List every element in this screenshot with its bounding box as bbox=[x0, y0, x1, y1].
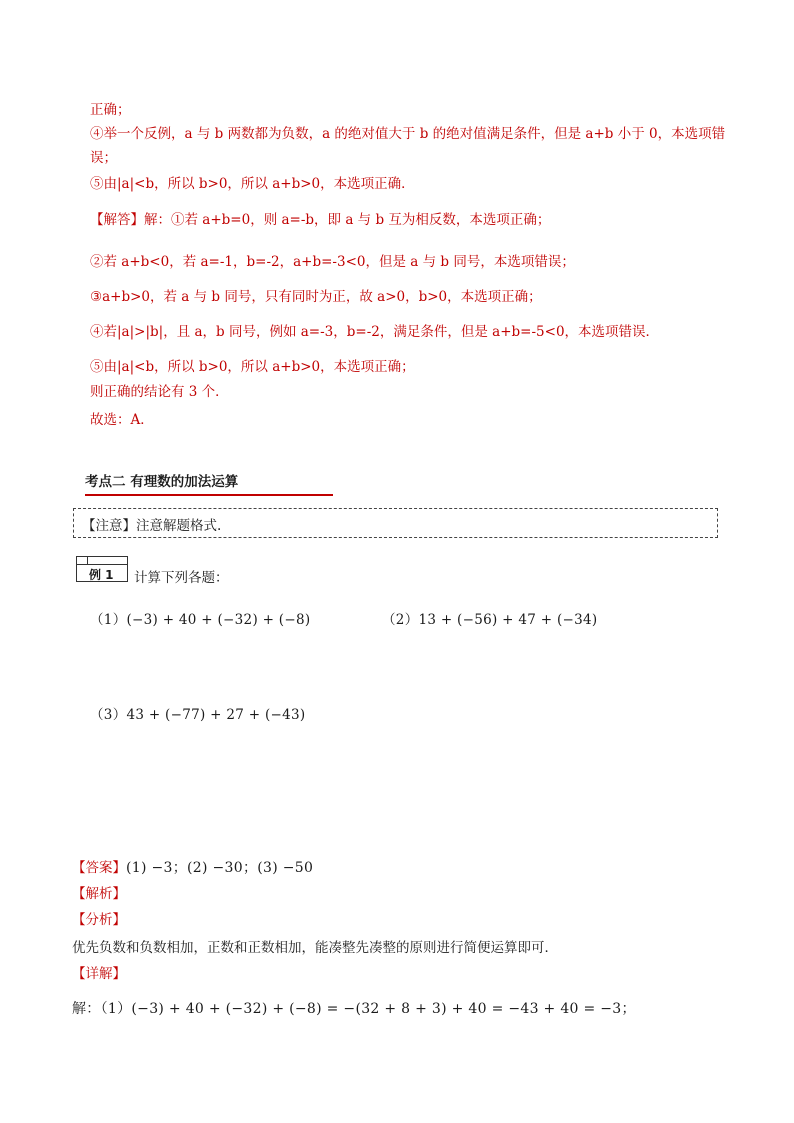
tag-divider-vertical bbox=[87, 557, 88, 564]
fenxi-text: 优先负数和负数相加，正数和正数相加，能凑整先凑整的原则进行简便运算即可． bbox=[72, 940, 558, 956]
note-box bbox=[73, 508, 718, 538]
detail-text: 解：（1）(−3) + 40 + (−32) + (−8) = −(32 + 8 + 3) + 40 = −43 + 40 = −3； bbox=[72, 1001, 636, 1017]
answer-label: 【答案】 bbox=[72, 860, 126, 876]
analysis-label: 【解析】 bbox=[72, 886, 126, 902]
solution-line-3: 误； bbox=[90, 150, 117, 166]
solution-line-1: 正确； bbox=[90, 102, 131, 118]
answer-line-4: ④若|a|>|b|，且 a，b 同号，例如 a=-3，b=-2，满足条件，但是 a+b=-5<0，本选项错误． bbox=[90, 324, 660, 340]
problem-2: （2）13 + (−56) + 47 + (−34) bbox=[382, 612, 598, 628]
problem-3: （3）43 + (−77) + 27 + (−43) bbox=[90, 707, 306, 723]
example-label: 例 1 bbox=[89, 568, 114, 582]
answer-line-3: ③a+b>0，若 a 与 b 同号，只有同时为正，故 a>0，b>0，本选项正确； bbox=[90, 289, 542, 305]
section-title: 考点二 有理数的加法运算 bbox=[85, 470, 333, 496]
answer-line-1: 【解答】解：①若 a+b=0，则 a=-b，即 a 与 b 互为相反数，本选项正确； bbox=[90, 212, 551, 228]
solution-line-4: ⑤由|a|<b，所以 b>0，所以 a+b>0，本选项正确． bbox=[90, 176, 415, 192]
example-tag bbox=[76, 556, 128, 582]
answer-text: (1) −3；(2) −30；(3) −50 bbox=[126, 860, 314, 876]
fenxi-label: 【分析】 bbox=[72, 912, 126, 928]
answer-line-5: ⑤由|a|<b，所以 b>0，所以 a+b>0，本选项正确； bbox=[90, 359, 415, 375]
answer-line-6: 则正确的结论有 3 个． bbox=[90, 384, 229, 400]
answer-row bbox=[72, 858, 313, 878]
tag-divider bbox=[77, 564, 127, 565]
detail-label: 【详解】 bbox=[72, 966, 126, 982]
answer-line-2: ②若 a+b<0，若 a=-1，b=-2，a+b=-3<0，但是 a 与 b 同号，本选项错误； bbox=[90, 254, 575, 270]
problem-1: （1）(−3) + 40 + (−32) + (−8) bbox=[90, 612, 311, 628]
solution-line-2: ④举一个反例，a 与 b 两数都为负数，a 的绝对值大于 b 的绝对值满足条件，但是 a+b 小于 0，本选项错 bbox=[90, 126, 726, 142]
answer-line-7: 故选：A． bbox=[90, 412, 154, 428]
note-text: 【注意】注意解题格式. bbox=[82, 518, 222, 534]
example-prompt: 计算下列各题： bbox=[134, 570, 229, 586]
